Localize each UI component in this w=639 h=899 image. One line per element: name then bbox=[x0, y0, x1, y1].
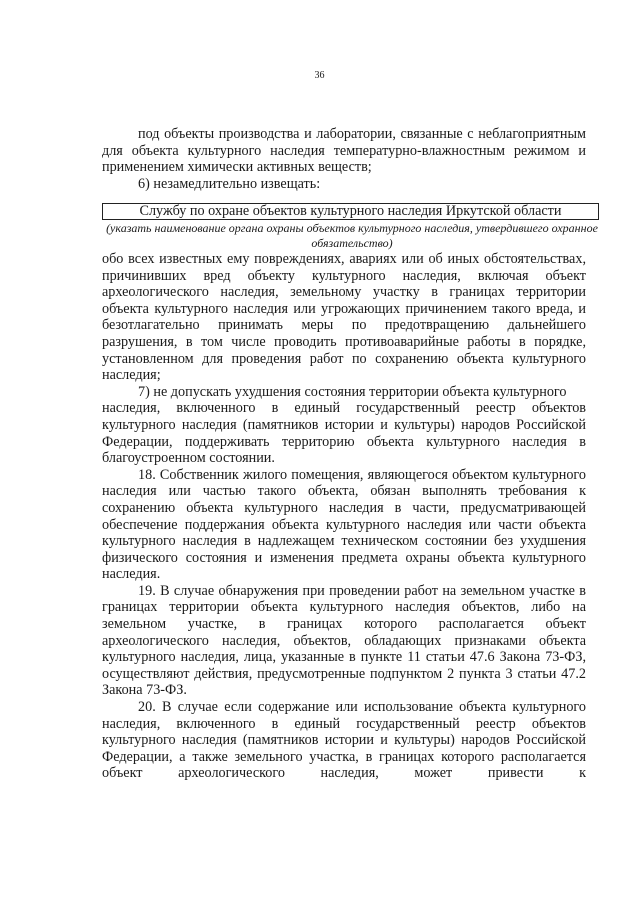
paragraph: 18. Собственник жилого помещения, являющегося объектом культурного наследия или частью такого объекта, обязан выполнять требования к сохранению объекта культурного наследия в части, предусматривающей обеспечение поддержания объекта культурного наследия или части объекта культурного наследия в надлежащем техническом состоянии без ухудшения физического состояния и изменения предмета охраны объекта культурного наследия. bbox=[102, 466, 586, 583]
paragraph: под объекты производства и лаборатории, связанные с неблагоприятным для объекта культурного наследия температурно-влажностным режимом и применением химически активных веществ; bbox=[102, 126, 586, 176]
authority-name-caption: (указать наименование органа охраны объектов культурного наследия, утвердившего охранное обязательство) bbox=[106, 221, 598, 250]
page-number: 36 bbox=[314, 70, 325, 81]
authority-name-field: Службу по охране объектов культурного наследия Иркутской области bbox=[102, 203, 599, 220]
body-text-block-a bbox=[102, 126, 586, 192]
paragraph: обо всех известных ему повреждениях, авариях или об иных обстоятельствах, причинивших вред объекту культурного наследия, включая объект археологического наследия, земельному участку в границах территории объекта культурного наследия или угрожающих причинением такого вреда, и безотлагательно принимать меры по предотвращению дальнейшего разрушения, в том числе проводить противоаварийные работы в порядке, установленном для проведения работ по сохранению объекта культурного наследия; bbox=[102, 251, 586, 384]
paragraph: 7) не допускать ухудшения состояния территории объекта культурного bbox=[138, 383, 567, 400]
paragraph: 20. В случае если содержание или использование объекта культурного наследия, включенного в единый государственный реестр объектов культурного наследия (памятников истории и культуры) народов Российской Федерации, а также земельного участка, в границах которого располагается объект археологического наследия, может привести к bbox=[102, 699, 586, 782]
paragraph: наследия, включенного в единый государственный реестр объектов культурного наследия (памятников истории и культуры) народов Российской Федерации, поддерживать территорию объекта культурного наследия в благоустроенном состоянии. bbox=[102, 400, 586, 467]
body-text-block-b bbox=[102, 251, 586, 782]
paragraph: 19. В случае обнаружения при проведении работ на земельном участке в границах территории объекта культурного наследия объектов, либо на земельном участке, в границах которого располагается объект археологического наследия, объектов, обладающих признаками объекта культурного наследия, лица, указанные в пункте 11 статьи 47.6 Закона 73-ФЗ, осуществляют действия, предусмотренные подпунктом 2 пункта 3 статьи 47.2 Закона 73-ФЗ. bbox=[102, 582, 586, 699]
paragraph: 6) незамедлительно извещать: bbox=[138, 175, 321, 192]
